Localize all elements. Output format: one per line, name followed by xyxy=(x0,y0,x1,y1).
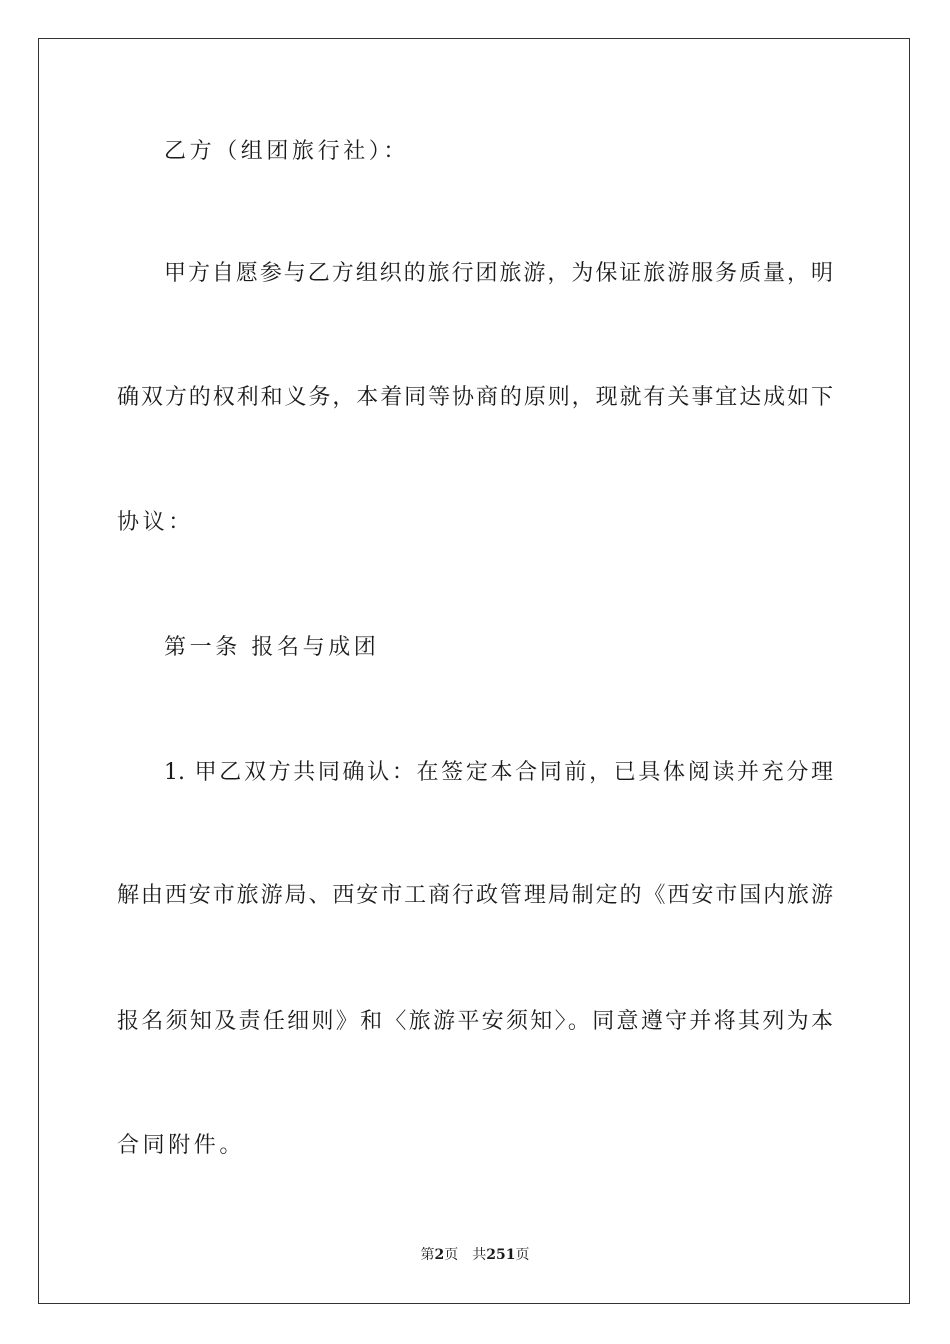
page-border xyxy=(38,38,910,1304)
page-footer xyxy=(0,1245,950,1265)
clause-1-line-2: 解由西安市旅游局、西安市工商行政管理局制定的《西安市国内旅游 xyxy=(117,883,833,908)
article-one-heading: 第一条 报名与成团 xyxy=(164,635,380,660)
clause-1-line-3: 报名须知及责任细则》和〈旅游平安须知〉。同意遵守并将其列为本 xyxy=(117,1009,833,1034)
clause-1-line-1: 1. 甲乙双方共同确认：在签定本合同前，已具体阅读并充分理 xyxy=(164,760,833,785)
clause-1-line-4: 合同附件。 xyxy=(117,1133,246,1158)
footer-total-pages: 251 xyxy=(486,1247,516,1263)
footer-page-number: 2 xyxy=(434,1247,445,1263)
footer-page-prefix: 第 xyxy=(420,1247,435,1263)
footer-page-suffix: 页 xyxy=(444,1247,459,1263)
footer-total-prefix: 共 xyxy=(472,1247,487,1263)
paragraph-party-b: 乙方（组团旅行社）： xyxy=(164,139,410,164)
paragraph-intro-line-1: 甲方自愿参与乙方组织的旅行团旅游，为保证旅游服务质量，明 xyxy=(164,261,833,286)
footer-total-suffix: 页 xyxy=(515,1247,530,1263)
paragraph-intro-line-3: 协议： xyxy=(117,510,194,535)
paragraph-intro-line-2: 确双方的权利和义务，本着同等协商的原则，现就有关事宜达成如下 xyxy=(117,385,833,410)
